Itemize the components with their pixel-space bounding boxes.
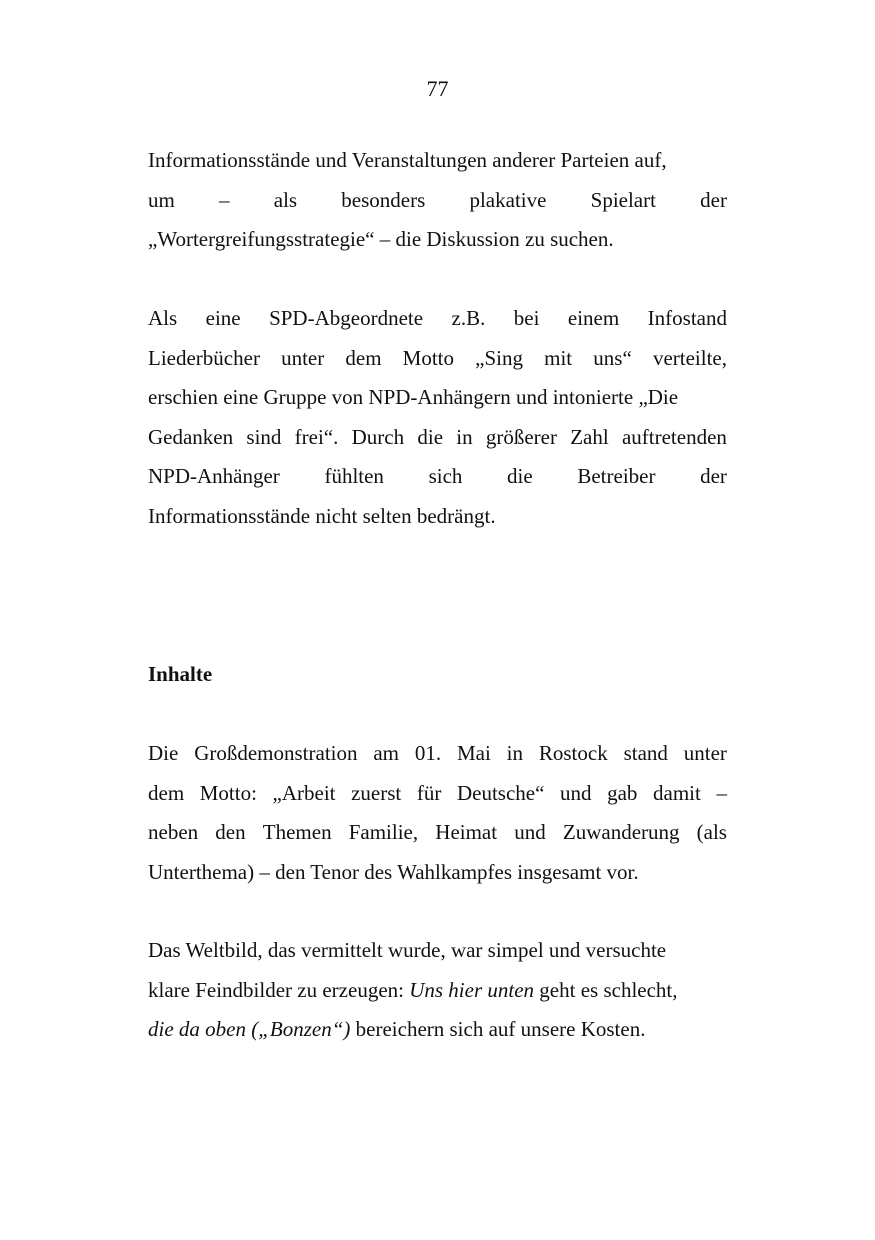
word: fühlten [324, 464, 384, 489]
word: der [700, 187, 727, 212]
word: neben [148, 820, 199, 845]
word: Zahl [570, 424, 609, 449]
word: stand [623, 741, 668, 765]
paragraph-2-line-1 [148, 299, 727, 339]
paragraph-4-line-3-italic: die da oben („Bonzen“) [148, 1017, 351, 1042]
word: einem [567, 306, 620, 330]
paragraph-4-line-1: Das Weltbild, das vermittelt wurde, war simpel und versuchte [148, 938, 667, 962]
word: bei [513, 306, 540, 330]
word: Die [148, 741, 179, 765]
word: „Sing [475, 345, 523, 370]
word: Durch [351, 424, 405, 449]
paragraph-4-line-3 [148, 1010, 727, 1050]
paragraph-2 [148, 299, 727, 537]
paragraph-4-line-2 [148, 971, 727, 1011]
word: sind [246, 424, 282, 449]
word: „Arbeit [272, 780, 336, 805]
paragraph-3-line-3 [148, 813, 727, 853]
word: uns“ [593, 345, 632, 370]
paragraph-2-line-5 [148, 457, 727, 497]
word: NPD-Anhänger [148, 464, 280, 489]
word: der [700, 464, 727, 489]
paragraph-2-line-2 [148, 339, 727, 379]
word: die [507, 464, 533, 489]
word: Betreiber [577, 464, 656, 489]
word: 01. [414, 741, 442, 765]
word: Gedanken [148, 424, 234, 449]
word: Deutsche“ [456, 780, 545, 805]
word: und [560, 780, 592, 805]
word: den [215, 820, 246, 845]
paragraph-3-line-1 [148, 734, 727, 774]
word: Zuwanderung [562, 820, 680, 845]
word: Mai [456, 741, 491, 765]
paragraph-2-line-6: Informationsstände nicht selten bedrängt. [148, 503, 496, 528]
word: eine [205, 306, 241, 330]
word: Rostock [538, 741, 608, 765]
word: auftretenden [621, 424, 727, 449]
paragraph-1-line-1: Informationsstände und Veranstaltungen anderer Parteien auf, [148, 148, 667, 172]
paragraph-2-line-3: erschien eine Gruppe von NPD-Anhängern und intonierte „Die [148, 385, 679, 410]
word: dem [148, 780, 185, 805]
word: Motto [402, 345, 455, 370]
word: Motto: [199, 780, 257, 805]
word: unter [683, 741, 727, 765]
paragraph-4-line-2-plain: klare Feindbilder zu erzeugen: [148, 977, 410, 1002]
paragraph-4-line-2-italic-comma: , [672, 977, 678, 1002]
word: SPD-Abgeordnete [269, 306, 424, 330]
word: die [417, 424, 444, 449]
word: besonders [341, 187, 426, 212]
paragraph-2-line-4 [148, 418, 727, 458]
word: für [416, 780, 442, 805]
word: Spielart [590, 187, 656, 212]
paragraph-4-line-2-italic: Uns hier unten [409, 977, 535, 1002]
word: mit [544, 345, 573, 370]
word: z.B. [451, 306, 486, 330]
section-heading: Inhalte [148, 662, 213, 686]
word: frei“. [294, 424, 339, 449]
word: um [148, 187, 175, 212]
paragraph-3-line-4: Unterthema) – den Tenor des Wahlkampfes insgesamt vor. [148, 859, 639, 884]
word: Liederbücher [148, 345, 260, 370]
paragraph-3-line-2 [148, 774, 727, 814]
paragraph-1-line-2 [148, 181, 727, 221]
paragraph-3 [148, 734, 727, 892]
word: Großdemonstration [194, 741, 358, 765]
word: Themen [262, 820, 332, 845]
word: zuerst [351, 780, 402, 805]
paragraph-4-line-3-plain: bereichern sich auf unsere Kosten. [350, 1017, 646, 1042]
paragraph-4-line-2-plain-2: geht es schlecht [534, 977, 673, 1002]
word: in [506, 741, 524, 765]
word: verteilte, [652, 345, 727, 370]
word: (als [696, 820, 727, 845]
word: – [219, 187, 230, 212]
word: dem [345, 345, 382, 370]
paragraph-1 [148, 141, 727, 260]
page-number: 77 [426, 76, 449, 101]
word: Infostand [647, 306, 727, 330]
word: damit [653, 780, 701, 805]
paragraph-4 [148, 931, 727, 1050]
word: – [716, 780, 727, 805]
word: und [514, 820, 546, 845]
word: am [373, 741, 400, 765]
word: in [456, 424, 473, 449]
word: Als [148, 306, 178, 330]
word: plakative [469, 187, 547, 212]
word: unter [281, 345, 325, 370]
word: größerer [485, 424, 557, 449]
word: als [273, 187, 298, 212]
word: gab [607, 780, 638, 805]
word: sich [428, 464, 463, 489]
word: Heimat [435, 820, 498, 845]
word: Familie, [348, 820, 419, 845]
paragraph-1-line-3: „Wortergreifungsstrategie“ – die Diskussion zu suchen. [148, 227, 614, 252]
